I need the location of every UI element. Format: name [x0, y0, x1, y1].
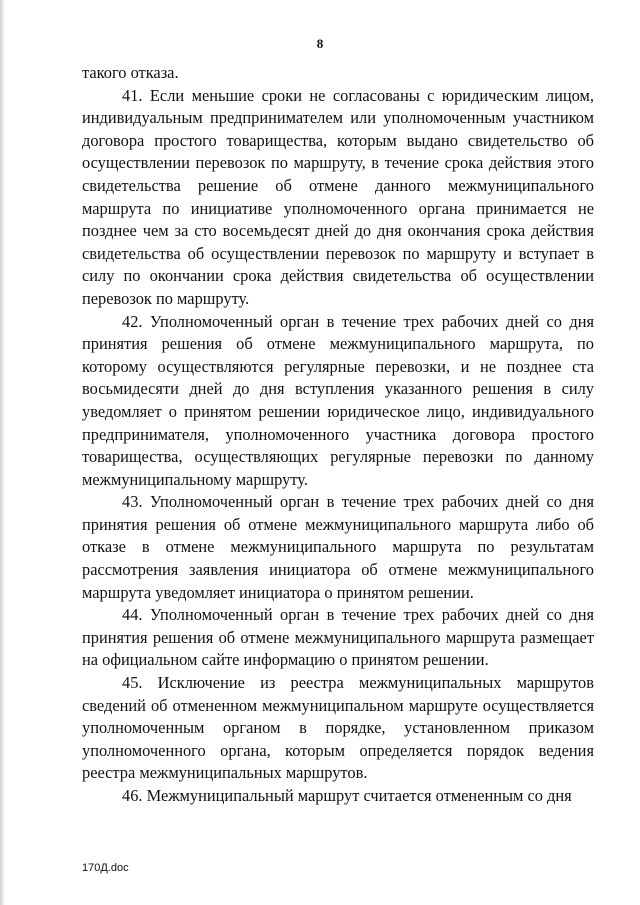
paragraph-41: 41. Если меньшие сроки не согласованы с юридическим лицом, индивидуальным предпринимателем или уполномоченным участником договора простого товарищества, которым выдано свидетельство об осуществлении перевозок по маршруту, в течение срока действия этого свидетельства решение об отмене данного межмуниципального маршрута по инициативе уполномоченного органа принимается не позднее чем за сто восемьдесят дней до дня окончания срока действия свидетельства об осуществлении перевозок по маршруту и вступает в силу по окончании срока действия свидетельства об осуществлении перевозок по маршруту.	[82, 85, 594, 308]
page-number: 8	[316, 36, 324, 51]
paragraph-43: 43. Уполномоченный орган в течение трех рабочих дней со дня принятия решения об отмене межмуниципального маршрута либо об отказе в отмене межмуниципального маршрута по результатам рассмотрения заявления инициатора об отмене межмуниципального маршрута уведомляет инициатора о принятом решении.	[82, 492, 594, 602]
paragraph-44: 44. Уполномоченный орган в течение трех рабочих дней со дня принятия решения об отмене межмуниципального маршрута размещает на официальном сайте информацию о принятом решении.	[82, 605, 594, 670]
paragraph-continuation: такого отказа.	[82, 63, 179, 82]
scan-edge	[0, 0, 6, 905]
file-name-footer: 170Д.doc	[82, 862, 129, 874]
paragraph-42: 42. Уполномоченный орган в течение трех рабочих дней со дня принятия решения об отмене межмуниципального маршрута, по которому осуществляются регулярные перевозки, и не позднее ста восьмидесяти дней до дня вступления указанного решения в силу уведомляет о принятом решении юридическое лицо, индивидуального предпринимателя, уполномоченного участника договора простого товарищества, осуществляющих регулярные перевозки по данному межмуниципальному маршруту.	[82, 311, 594, 489]
document-body	[82, 62, 594, 808]
paragraph-46: 46. Межмуниципальный маршрут считается отмененным со дня	[122, 786, 572, 805]
paragraph-45: 45. Исключение из реестра межмуниципальных маршрутов сведений об отмененном межмуниципальном маршруте осуществляется уполномоченным органом в порядке, установленном приказом уполномоченного органа, которым определяется порядок ведения реестра межмуниципальных маршрутов.	[82, 673, 594, 783]
